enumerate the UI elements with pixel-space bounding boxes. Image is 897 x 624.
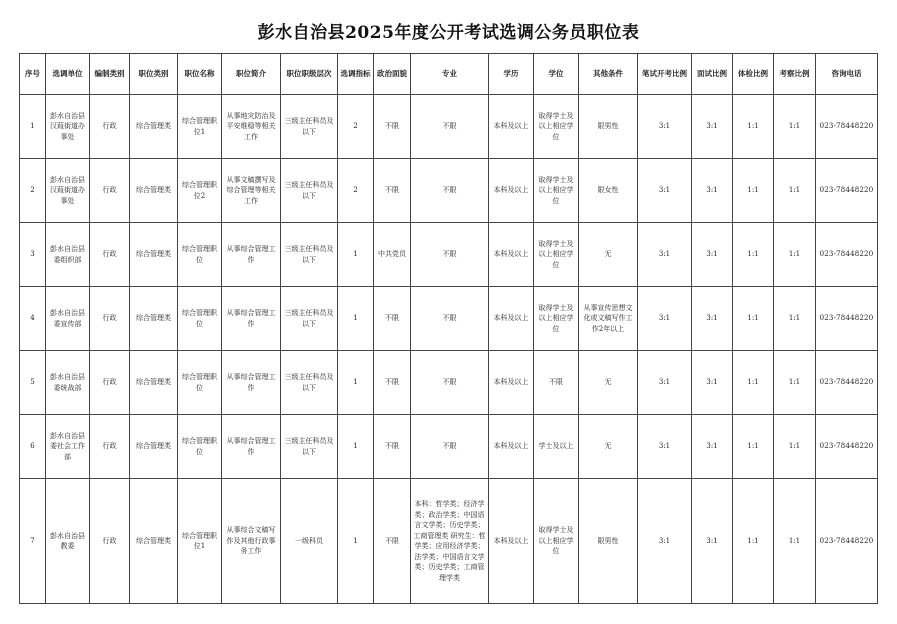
- cell-interview: 3:1: [692, 223, 733, 287]
- cell-education: 本科及以上: [489, 287, 534, 351]
- col-header: 序号: [20, 54, 46, 95]
- cell-bianzhi: 行政: [90, 287, 130, 351]
- cell-name: 综合管理职位: [178, 287, 222, 351]
- cell-major: 不限: [411, 95, 489, 159]
- cell-other: 无: [579, 351, 638, 415]
- cell-interview: 3:1: [692, 415, 733, 479]
- cell-phone: 023-78448220: [816, 95, 878, 159]
- cell-exam: 1:1: [733, 159, 774, 223]
- table-row: [20, 159, 878, 223]
- cell-no: 3: [20, 223, 46, 287]
- cell-intro: 从事综合文稿写作及其他行政事务工作: [222, 479, 281, 604]
- cell-inspect: 1:1: [774, 479, 816, 604]
- cell-education: 本科及以上: [489, 351, 534, 415]
- cell-education: 本科及以上: [489, 479, 534, 604]
- table-row: [20, 415, 878, 479]
- table-row: [20, 223, 878, 287]
- col-header: 学历: [489, 54, 534, 95]
- cell-inspect: 1:1: [774, 351, 816, 415]
- cell-intro: 从事综合管理工作: [222, 223, 281, 287]
- cell-quota: 1: [338, 479, 374, 604]
- col-header: 选调单位: [46, 54, 90, 95]
- cell-education: 本科及以上: [489, 159, 534, 223]
- cell-exam: 1:1: [733, 479, 774, 604]
- col-header: 编制类别: [90, 54, 130, 95]
- cell-written: 3:1: [638, 479, 692, 604]
- table-row: [20, 479, 878, 604]
- col-header: 笔试开考比例: [638, 54, 692, 95]
- cell-category: 综合管理类: [130, 159, 178, 223]
- cell-name: 综合管理职位1: [178, 479, 222, 604]
- col-header: 咨询电话: [816, 54, 878, 95]
- table-row: [20, 287, 878, 351]
- cell-name: 综合管理职位: [178, 223, 222, 287]
- cell-political: 中共党员: [374, 223, 411, 287]
- col-header: 考察比例: [774, 54, 816, 95]
- cell-bianzhi: 行政: [90, 415, 130, 479]
- cell-degree: 取得学士及以上相应学位: [534, 159, 579, 223]
- cell-exam: 1:1: [733, 415, 774, 479]
- cell-exam: 1:1: [733, 351, 774, 415]
- cell-degree: 取得学士及以上相应学位: [534, 95, 579, 159]
- cell-written: 3:1: [638, 95, 692, 159]
- col-header: 职位名称: [178, 54, 222, 95]
- cell-unit: 彭水自治县汉葭街道办事处: [46, 95, 90, 159]
- col-header: 其他条件: [579, 54, 638, 95]
- cell-quota: 2: [338, 159, 374, 223]
- cell-phone: 023-78448220: [816, 415, 878, 479]
- cell-written: 3:1: [638, 415, 692, 479]
- cell-political: 不限: [374, 415, 411, 479]
- cell-level: 一级科员: [281, 479, 338, 604]
- cell-name: 综合管理职位: [178, 415, 222, 479]
- cell-intro: 从事文稿撰写及综合管理等相关工作: [222, 159, 281, 223]
- cell-other: 限女性: [579, 159, 638, 223]
- cell-quota: 1: [338, 287, 374, 351]
- cell-exam: 1:1: [733, 95, 774, 159]
- cell-no: 2: [20, 159, 46, 223]
- cell-inspect: 1:1: [774, 159, 816, 223]
- cell-bianzhi: 行政: [90, 351, 130, 415]
- cell-category: 综合管理类: [130, 351, 178, 415]
- col-header: 体检比例: [733, 54, 774, 95]
- cell-no: 6: [20, 415, 46, 479]
- col-header: 职位职级层次: [281, 54, 338, 95]
- cell-category: 综合管理类: [130, 287, 178, 351]
- cell-political: 不限: [374, 351, 411, 415]
- cell-degree: 取得学士及以上相应学位: [534, 479, 579, 604]
- cell-degree: 不限: [534, 351, 579, 415]
- cell-quota: 1: [338, 415, 374, 479]
- table-row: [20, 95, 878, 159]
- cell-major: 不限: [411, 287, 489, 351]
- cell-intro: 从事地灾防治及平安维稳等相关工作: [222, 95, 281, 159]
- cell-no: 4: [20, 287, 46, 351]
- cell-intro: 从事综合管理工作: [222, 287, 281, 351]
- col-header: 选调指标: [338, 54, 374, 95]
- cell-degree: 取得学士及以上相应学位: [534, 223, 579, 287]
- cell-interview: 3:1: [692, 351, 733, 415]
- cell-major: 本科：哲学类；经济学类；政治学类；中国语言文学类；历史学类；工商管理类 研究生：哲学类；应用经济学类；法学类；中国语言文学类；历史学类；工商管理学类: [411, 479, 489, 604]
- cell-category: 综合管理类: [130, 479, 178, 604]
- cell-phone: 023-78448220: [816, 479, 878, 604]
- cell-level: 三级主任科员及以下: [281, 223, 338, 287]
- cell-phone: 023-78448220: [816, 159, 878, 223]
- cell-level: 三级主任科员及以下: [281, 95, 338, 159]
- cell-category: 综合管理类: [130, 415, 178, 479]
- cell-name: 综合管理职位1: [178, 95, 222, 159]
- cell-unit: 彭水自治县教委: [46, 479, 90, 604]
- cell-name: 综合管理职位: [178, 351, 222, 415]
- cell-other: 从事宣传思想文化或文稿写作工作2年以上: [579, 287, 638, 351]
- col-header: 面试比例: [692, 54, 733, 95]
- cell-bianzhi: 行政: [90, 479, 130, 604]
- cell-no: 1: [20, 95, 46, 159]
- cell-phone: 023-78448220: [816, 287, 878, 351]
- cell-unit: 彭水自治县汉葭街道办事处: [46, 159, 90, 223]
- cell-no: 7: [20, 479, 46, 604]
- cell-level: 三级主任科员及以下: [281, 287, 338, 351]
- cell-quota: 1: [338, 351, 374, 415]
- cell-political: 不限: [374, 95, 411, 159]
- cell-political: 不限: [374, 287, 411, 351]
- cell-phone: 023-78448220: [816, 351, 878, 415]
- cell-inspect: 1:1: [774, 287, 816, 351]
- table-row: [20, 351, 878, 415]
- cell-level: 三级主任科员及以下: [281, 351, 338, 415]
- col-header: 学位: [534, 54, 579, 95]
- cell-quota: 1: [338, 223, 374, 287]
- cell-degree: 学士及以上: [534, 415, 579, 479]
- col-header: 职位类别: [130, 54, 178, 95]
- cell-bianzhi: 行政: [90, 223, 130, 287]
- cell-written: 3:1: [638, 223, 692, 287]
- cell-written: 3:1: [638, 351, 692, 415]
- cell-bianzhi: 行政: [90, 95, 130, 159]
- cell-written: 3:1: [638, 159, 692, 223]
- cell-unit: 彭水自治县委宣传部: [46, 287, 90, 351]
- cell-unit: 彭水自治县委统战部: [46, 351, 90, 415]
- cell-other: 无: [579, 415, 638, 479]
- cell-education: 本科及以上: [489, 415, 534, 479]
- cell-written: 3:1: [638, 287, 692, 351]
- position-table: [19, 53, 878, 604]
- cell-category: 综合管理类: [130, 223, 178, 287]
- cell-inspect: 1:1: [774, 223, 816, 287]
- cell-major: 不限: [411, 415, 489, 479]
- cell-education: 本科及以上: [489, 95, 534, 159]
- cell-unit: 彭水自治县委社会工作部: [46, 415, 90, 479]
- cell-phone: 023-78448220: [816, 223, 878, 287]
- cell-education: 本科及以上: [489, 223, 534, 287]
- cell-political: 不限: [374, 159, 411, 223]
- cell-interview: 3:1: [692, 287, 733, 351]
- cell-intro: 从事综合管理工作: [222, 415, 281, 479]
- cell-exam: 1:1: [733, 287, 774, 351]
- col-header: 专业: [411, 54, 489, 95]
- cell-other: 无: [579, 223, 638, 287]
- cell-name: 综合管理职位2: [178, 159, 222, 223]
- cell-major: 不限: [411, 351, 489, 415]
- cell-interview: 3:1: [692, 159, 733, 223]
- cell-bianzhi: 行政: [90, 159, 130, 223]
- page-title: 彭水自治县2025年度公开考试选调公务员职位表: [257, 23, 640, 43]
- col-header: 职位简介: [222, 54, 281, 95]
- cell-intro: 从事综合管理工作: [222, 351, 281, 415]
- cell-interview: 3:1: [692, 479, 733, 604]
- cell-degree: 取得学士及以上相应学位: [534, 287, 579, 351]
- cell-inspect: 1:1: [774, 415, 816, 479]
- cell-level: 三级主任科员及以下: [281, 415, 338, 479]
- cell-quota: 2: [338, 95, 374, 159]
- cell-major: 不限: [411, 223, 489, 287]
- header-row: [20, 54, 878, 95]
- cell-other: 限男性: [579, 479, 638, 604]
- cell-level: 三级主任科员及以下: [281, 159, 338, 223]
- cell-category: 综合管理类: [130, 95, 178, 159]
- col-header: 政治面貌: [374, 54, 411, 95]
- cell-exam: 1:1: [733, 223, 774, 287]
- cell-inspect: 1:1: [774, 95, 816, 159]
- cell-unit: 彭水自治县委组织部: [46, 223, 90, 287]
- cell-interview: 3:1: [692, 95, 733, 159]
- cell-political: 不限: [374, 479, 411, 604]
- cell-major: 不限: [411, 159, 489, 223]
- cell-no: 5: [20, 351, 46, 415]
- cell-other: 限男性: [579, 95, 638, 159]
